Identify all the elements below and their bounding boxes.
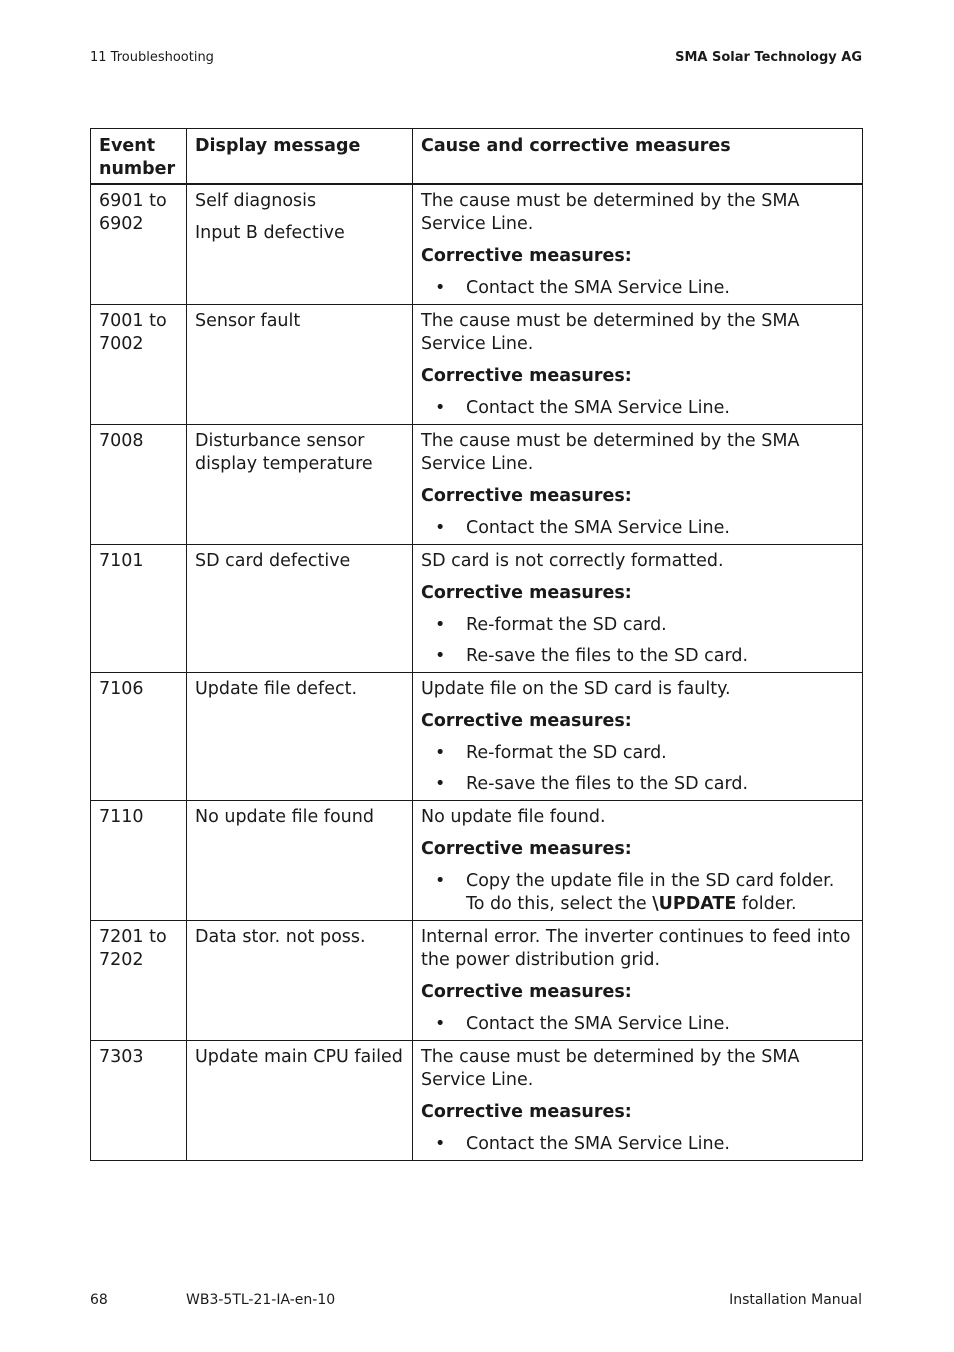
measure-item [421, 277, 855, 300]
measure-text: Contact the SMA Service Line. [466, 1134, 730, 1154]
measure-text: Contact the SMA Service Line. [466, 278, 730, 298]
chapter-header: 11 Troubleshooting [90, 50, 214, 65]
measure-text: Re-save the files to the SD card. [466, 774, 749, 794]
measure-text-part: folder. [736, 894, 797, 914]
cause-text: Update file on the SD card is faulty. [421, 679, 731, 699]
measure-text: Re-format the SD card. [466, 743, 667, 763]
cause-and-measures [413, 545, 863, 673]
cause-text: Internal error. The inverter continues to feed into the power distribution grid. [421, 927, 851, 970]
event-number: 7008 [91, 425, 187, 545]
cause-and-measures [413, 1041, 863, 1161]
measure-text: Copy the update file in the SD card folder. [466, 871, 835, 891]
display-message-line: No update file found [195, 807, 374, 827]
display-message-line: Data stor. not poss. [195, 927, 366, 947]
column-header-display: Display message [187, 129, 413, 185]
company-header: SMA Solar Technology AG [675, 50, 862, 65]
bullet-icon: • [435, 615, 446, 635]
display-message [187, 305, 413, 425]
event-number: 6901 to 6902 [91, 184, 187, 305]
event-number: 7101 [91, 545, 187, 673]
cause-and-measures [413, 184, 863, 305]
display-message-line: SD card defective [195, 551, 351, 571]
bullet-icon: • [435, 1134, 446, 1154]
bullet-icon: • [435, 871, 446, 891]
bullet-icon: • [435, 398, 446, 418]
display-message-line: Update file defect. [195, 679, 358, 699]
bullet-icon: • [435, 518, 446, 538]
bullet-icon: • [435, 774, 446, 794]
event-number: 7201 to 7202 [91, 921, 187, 1041]
cause-and-measures [413, 673, 863, 801]
measure-text-line2 [466, 893, 855, 916]
display-message-line: Sensor fault [195, 311, 301, 331]
display-message [187, 921, 413, 1041]
measure-item [421, 870, 855, 916]
display-message-line: Update main CPU failed [195, 1047, 403, 1067]
page-number: 68 [90, 1292, 108, 1308]
measure-item [421, 1013, 855, 1036]
measure-text: Contact the SMA Service Line. [466, 1014, 730, 1034]
display-message [187, 673, 413, 801]
display-message [187, 545, 413, 673]
corrective-measures-label: Corrective measures: [421, 839, 632, 859]
measure-item [421, 517, 855, 540]
table-row [91, 673, 863, 801]
display-message-line: Disturbance sensor display temperature [195, 431, 373, 474]
display-message-line: Input B defective [195, 223, 345, 243]
measure-text: Contact the SMA Service Line. [466, 398, 730, 418]
bullet-icon: • [435, 278, 446, 298]
cause-text: The cause must be determined by the SMA Service Line. [421, 311, 800, 354]
cause-text: The cause must be determined by the SMA Service Line. [421, 1047, 800, 1090]
cause-and-measures [413, 921, 863, 1041]
event-number: 7303 [91, 1041, 187, 1161]
cause-text: The cause must be determined by the SMA Service Line. [421, 431, 800, 474]
event-number: 7001 to 7002 [91, 305, 187, 425]
corrective-measures-label: Corrective measures: [421, 486, 632, 506]
display-message-line: Self diagnosis [195, 191, 317, 211]
cause-text: SD card is not correctly formatted. [421, 551, 724, 571]
document-id: WB3-5TL-21-IA-en-10 [186, 1292, 336, 1308]
table-row [91, 425, 863, 545]
event-number: 7110 [91, 801, 187, 921]
measure-text: Re-save the files to the SD card. [466, 646, 749, 666]
measure-item [421, 397, 855, 420]
table-row [91, 1041, 863, 1161]
measure-item [421, 773, 855, 796]
measure-item [421, 645, 855, 668]
table-row [91, 801, 863, 921]
table-header-row [91, 129, 863, 185]
cause-and-measures [413, 425, 863, 545]
corrective-measures-label: Corrective measures: [421, 366, 632, 386]
table-row [91, 545, 863, 673]
column-header-cause: Cause and corrective measures [413, 129, 863, 185]
measure-text-part: To do this, select the [466, 894, 653, 914]
display-message [187, 1041, 413, 1161]
display-message [187, 801, 413, 921]
bullet-icon: • [435, 646, 446, 666]
measure-item [421, 742, 855, 765]
display-message [187, 184, 413, 305]
corrective-measures-label: Corrective measures: [421, 1102, 632, 1122]
cause-text: No update file found. [421, 807, 606, 827]
display-message [187, 425, 413, 545]
bullet-icon: • [435, 743, 446, 763]
event-number: 7106 [91, 673, 187, 801]
cause-text: The cause must be determined by the SMA Service Line. [421, 191, 800, 234]
manual-title: Installation Manual [729, 1292, 862, 1308]
event-table [90, 128, 863, 1161]
corrective-measures-label: Corrective measures: [421, 982, 632, 1002]
table-row [91, 921, 863, 1041]
measure-text: Contact the SMA Service Line. [466, 518, 730, 538]
cause-and-measures [413, 305, 863, 425]
corrective-measures-label: Corrective measures: [421, 246, 632, 266]
measure-item [421, 1133, 855, 1156]
measure-text: Re-format the SD card. [466, 615, 667, 635]
cause-and-measures [413, 801, 863, 921]
measure-item [421, 614, 855, 637]
folder-name: \UPDATE [652, 894, 737, 914]
table-row [91, 184, 863, 305]
corrective-measures-label: Corrective measures: [421, 711, 632, 731]
column-header-event: Event number [91, 129, 187, 185]
bullet-icon: • [435, 1014, 446, 1034]
table-row [91, 305, 863, 425]
corrective-measures-label: Corrective measures: [421, 583, 632, 603]
